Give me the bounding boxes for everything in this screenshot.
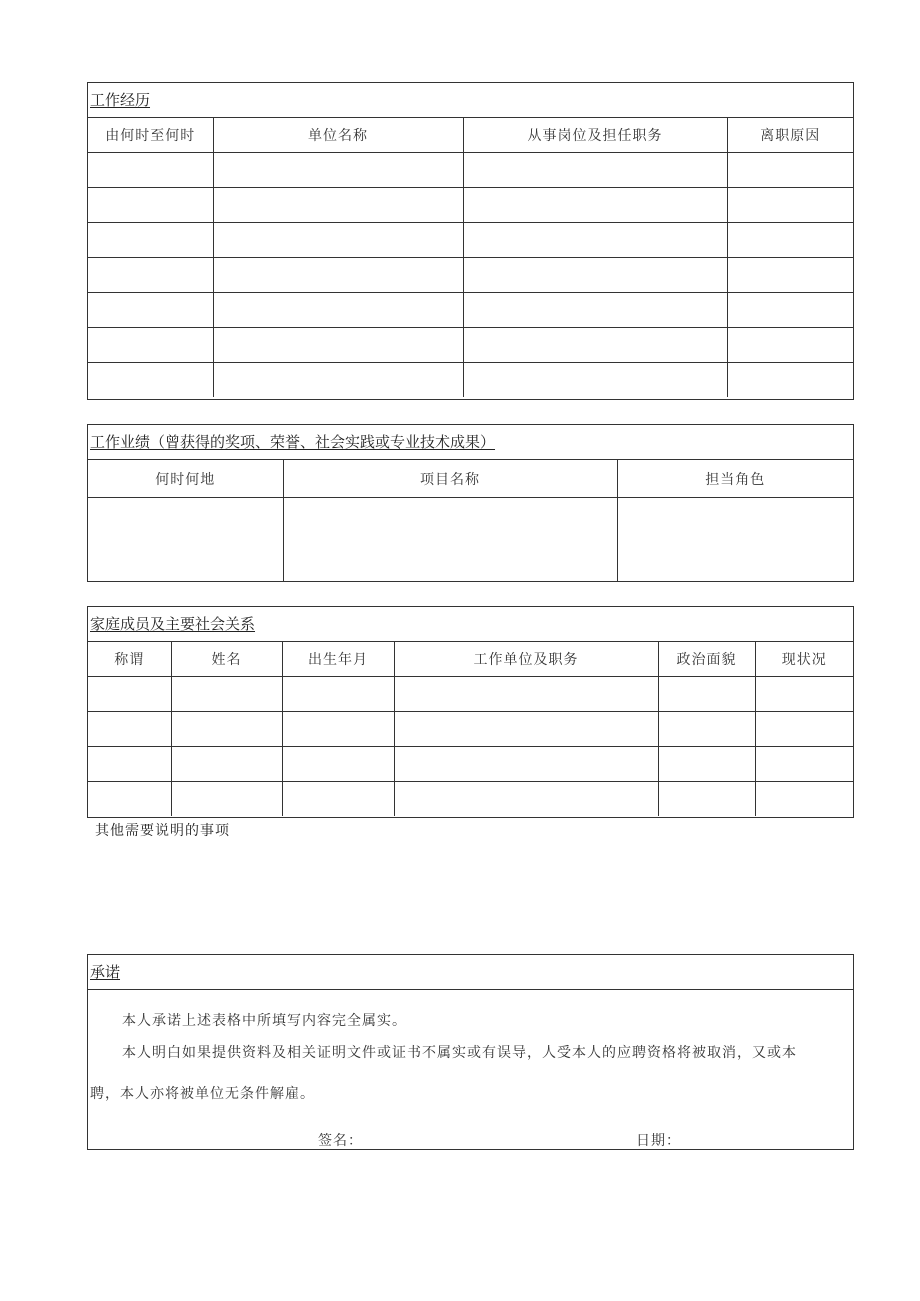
table-cell[interactable] (727, 328, 853, 363)
table-cell[interactable] (727, 363, 853, 398)
header-leave-reason: 离职原因 (727, 118, 853, 153)
table-cell[interactable] (463, 258, 727, 293)
table-cell[interactable] (463, 153, 727, 188)
table-row (88, 223, 853, 258)
family-table (88, 642, 853, 816)
table-cell[interactable] (463, 223, 727, 258)
table-header-row (88, 460, 853, 498)
table-cell[interactable] (282, 677, 394, 712)
table-cell[interactable] (727, 223, 853, 258)
table-cell[interactable] (394, 782, 658, 817)
table-cell[interactable] (727, 258, 853, 293)
table-cell[interactable] (213, 258, 463, 293)
table-cell[interactable] (755, 677, 853, 712)
table-cell[interactable] (88, 223, 213, 258)
table-cell[interactable] (282, 782, 394, 817)
table-cell[interactable] (463, 363, 727, 398)
header-role: 担当角色 (617, 460, 853, 498)
pledge-line-2: 本人明白如果提供资料及相关证明文件或证书不属实或有误导，人受本人的应聘资格将被取消，又或本 (122, 1045, 797, 1061)
table-cell[interactable] (617, 498, 853, 583)
table-cell[interactable] (88, 258, 213, 293)
header-period: 由何时至何时 (88, 118, 213, 153)
table-cell[interactable] (394, 677, 658, 712)
table-cell[interactable] (213, 363, 463, 398)
table-row (88, 498, 853, 583)
table-row (88, 258, 853, 293)
work-history-section (87, 82, 854, 400)
table-cell[interactable] (88, 712, 171, 747)
table-cell[interactable] (755, 747, 853, 782)
header-current-status: 现状况 (755, 642, 853, 677)
table-cell[interactable] (394, 712, 658, 747)
table-cell[interactable] (171, 712, 282, 747)
table-cell[interactable] (213, 153, 463, 188)
table-row (88, 188, 853, 223)
header-position: 从事岗位及担任职务 (463, 118, 727, 153)
header-company: 单位名称 (213, 118, 463, 153)
header-political-status: 政治面貌 (658, 642, 755, 677)
table-cell[interactable] (394, 747, 658, 782)
table-cell[interactable] (463, 188, 727, 223)
pledge-line-3: 聘，本人亦将被单位无条件解雇。 (90, 1086, 315, 1102)
table-row (88, 677, 853, 712)
achievements-section (87, 424, 854, 582)
pledge-body (88, 990, 853, 1150)
table-cell[interactable] (88, 293, 213, 328)
table-cell[interactable] (755, 712, 853, 747)
table-cell[interactable] (88, 363, 213, 398)
pledge-line-1: 本人承诺上述表格中所填写内容完全属实。 (122, 1013, 407, 1029)
table-cell[interactable] (88, 498, 283, 583)
table-row (88, 782, 853, 817)
table-cell[interactable] (213, 293, 463, 328)
table-cell[interactable] (171, 677, 282, 712)
header-name: 姓名 (171, 642, 282, 677)
table-row (88, 328, 853, 363)
table-cell[interactable] (727, 153, 853, 188)
table-cell[interactable] (463, 328, 727, 363)
other-notes-label: 其他需要说明的事项 (95, 823, 230, 839)
table-cell[interactable] (755, 782, 853, 817)
table-cell[interactable] (88, 747, 171, 782)
table-cell[interactable] (88, 328, 213, 363)
header-employer: 工作单位及职务 (394, 642, 658, 677)
pledge-title: 承诺 (88, 955, 853, 990)
table-cell[interactable] (88, 188, 213, 223)
table-cell[interactable] (88, 153, 213, 188)
work-history-title: 工作经历 (88, 83, 853, 118)
table-cell[interactable] (282, 747, 394, 782)
date-label: 日期： (636, 1133, 681, 1149)
table-row (88, 712, 853, 747)
table-cell[interactable] (171, 747, 282, 782)
table-row (88, 363, 853, 398)
achievements-table (88, 460, 853, 582)
table-cell[interactable] (213, 223, 463, 258)
table-cell[interactable] (213, 328, 463, 363)
table-cell[interactable] (88, 677, 171, 712)
family-section (87, 606, 854, 818)
achievements-title: 工作业绩（曾获得的奖项、荣誉、社会实践或专业技术成果） (88, 425, 853, 460)
table-cell[interactable] (88, 782, 171, 817)
table-cell[interactable] (658, 747, 755, 782)
table-cell[interactable] (283, 498, 617, 583)
table-cell[interactable] (282, 712, 394, 747)
family-title: 家庭成员及主要社会关系 (88, 607, 853, 642)
table-cell[interactable] (171, 782, 282, 817)
table-row (88, 153, 853, 188)
table-header-row (88, 118, 853, 153)
table-cell[interactable] (658, 712, 755, 747)
work-history-table (88, 118, 853, 397)
pledge-section (87, 954, 854, 1150)
header-relation: 称谓 (88, 642, 171, 677)
table-cell[interactable] (463, 293, 727, 328)
table-cell[interactable] (213, 188, 463, 223)
table-cell[interactable] (658, 677, 755, 712)
table-cell[interactable] (727, 293, 853, 328)
signature-label: 签名： (318, 1133, 363, 1149)
table-row (88, 747, 853, 782)
header-when-where: 何时何地 (88, 460, 283, 498)
header-birth: 出生年月 (282, 642, 394, 677)
header-project-name: 项目名称 (283, 460, 617, 498)
table-header-row (88, 642, 853, 677)
table-cell[interactable] (727, 188, 853, 223)
table-cell[interactable] (658, 782, 755, 817)
table-row (88, 293, 853, 328)
